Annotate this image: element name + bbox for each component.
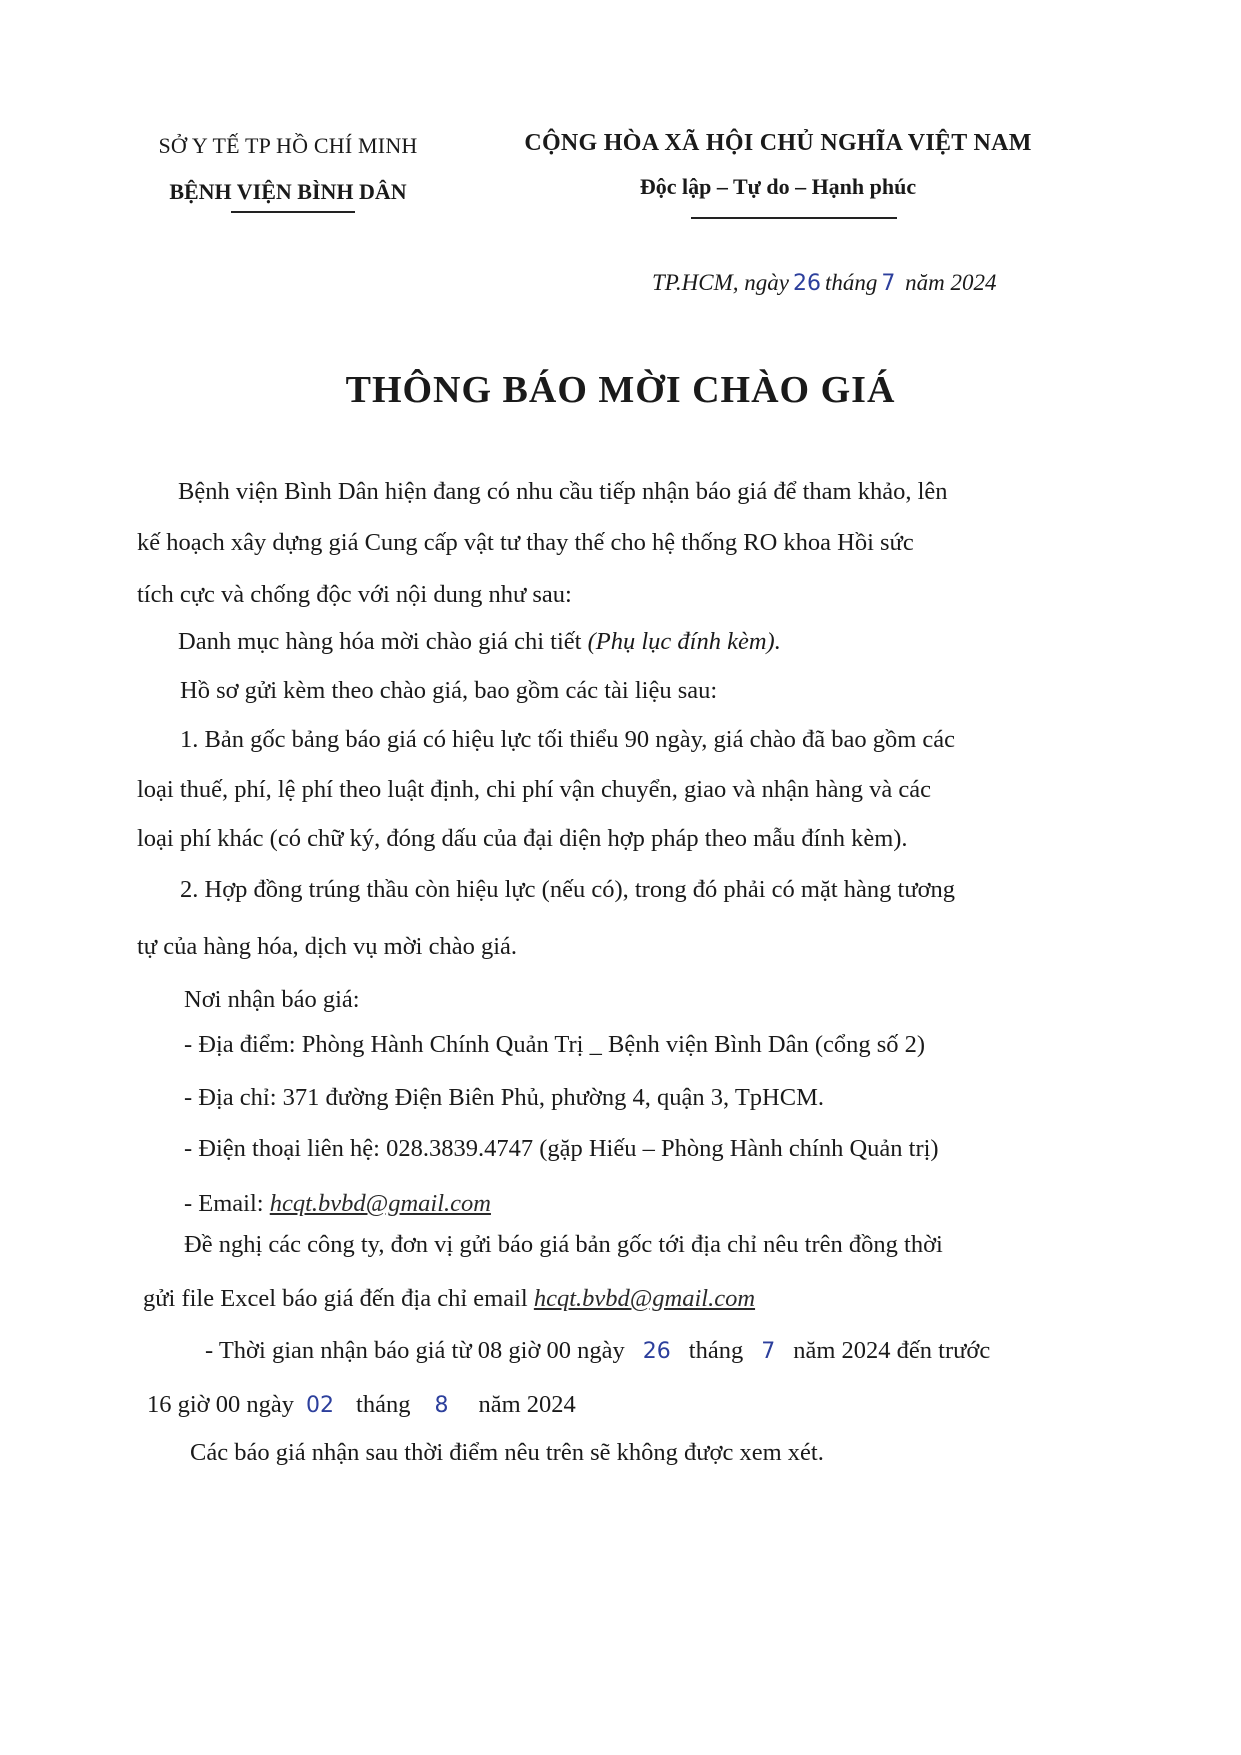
date-prefix: TP.HCM, ngày [652,270,789,295]
date-year: năm 2024 [905,270,997,295]
time-to-year-text: năm 2024 [478,1391,576,1418]
time-from-text: - Thời gian nhận báo giá từ 08 giờ 00 ngày [205,1337,625,1364]
para1-line2: kế hoạch xây dựng giá Cung cấp vật tư thay thế cho hệ thống RO khoa Hồi sức [137,529,914,556]
time-to-month-handwritten: 8 [434,1393,449,1418]
issuer-block [118,132,458,213]
date-month-handwritten: 7 [881,271,896,296]
para2 [178,627,781,657]
date-day-handwritten: 26 [792,271,821,296]
closing-line: Các báo giá nhận sau thời điểm nêu trên sẽ không được xem xét. [190,1439,824,1466]
request-text: gửi file Excel báo giá đến địa chỉ email [143,1285,534,1312]
date-line [652,270,996,296]
document-title: THÔNG BÁO MỜI CHÀO GIÁ [345,369,896,411]
receive-phone: - Điện thoại liên hệ: 028.3839.4747 (gặp Hiếu – Phòng Hành chính Quản trị) [184,1135,939,1162]
time-from-year-text: năm 2024 đến trước [793,1337,991,1364]
item1-line3: loại phí khác (có chữ ký, đóng dấu của đại diện hợp pháp theo mẫu đính kèm). [137,825,908,852]
time-to-text: 16 giờ 00 ngày [147,1391,295,1418]
hospital-name: BỆNH VIỆN BÌNH DÂN [169,179,407,204]
receive-address: - Địa chỉ: 371 đường Điện Biên Phủ, phường 4, quận 3, TpHCM. [184,1084,824,1111]
country-name: CỘNG HÒA XÃ HỘI CHỦ NGHĨA VIỆT NAM [524,130,1032,156]
time-to-day-handwritten: 02 [306,1393,335,1418]
time-to-month-label: tháng [356,1391,411,1418]
time-from-month-handwritten: 7 [761,1339,776,1364]
item2-line1: 2. Hợp đồng trúng thầu còn hiệu lực (nếu có), trong đó phải có mặt hàng tương [180,876,956,903]
national-motto-block [478,128,1078,219]
email-label: - Email: [184,1190,270,1217]
para1-line3: tích cực và chống độc với nội dung như sau: [137,581,572,608]
motto-underline [691,217,897,219]
receive-heading: Nơi nhận báo giá: [184,986,360,1013]
issuer-underline [231,211,355,213]
item1-line1: 1. Bản gốc bảng báo giá có hiệu lực tối thiểu 90 ngày, giá chào đã bao gồm các [180,726,956,753]
time-line1 [205,1336,990,1367]
motto: Độc lập – Tự do – Hạnh phúc [639,174,917,199]
para1-line1: Bệnh viện Bình Dân hiện đang có nhu cầu tiếp nhận báo giá để tham khảo, lên [178,478,948,505]
para3: Hồ sơ gửi kèm theo chào giá, bao gồm các tài liệu sau: [180,677,718,704]
request-line2 [143,1284,755,1314]
department-name: SỞ Y TẾ TP HỒ CHÍ MINH [158,133,418,158]
item1-line2: loại thuế, phí, lệ phí theo luật định, chi phí vận chuyển, giao và nhận hàng và các [137,776,931,803]
time-from-day-handwritten: 26 [642,1339,671,1364]
time-line2 [147,1390,576,1421]
email-link-2[interactable]: hcqt.bvbd@gmail.com [533,1285,756,1312]
para2-text: Danh mục hàng hóa mời chào giá chi tiết [178,628,588,655]
receive-location: - Địa điểm: Phòng Hành Chính Quản Trị _ Bệnh viện Bình Dân (cổng số 2) [184,1031,926,1058]
request-line1: Đề nghị các công ty, đơn vị gửi báo giá bản gốc tới địa chỉ nêu trên đồng thời [184,1231,943,1258]
date-month-label: tháng [824,270,878,295]
appendix-reference: (Phụ lục đính kèm). [587,628,781,655]
email-link[interactable]: hcqt.bvbd@gmail.com [269,1190,491,1217]
time-from-month-label: tháng [688,1337,744,1364]
receive-email [184,1189,491,1219]
item2-line2: tự của hàng hóa, dịch vụ mời chào giá. [137,933,518,960]
